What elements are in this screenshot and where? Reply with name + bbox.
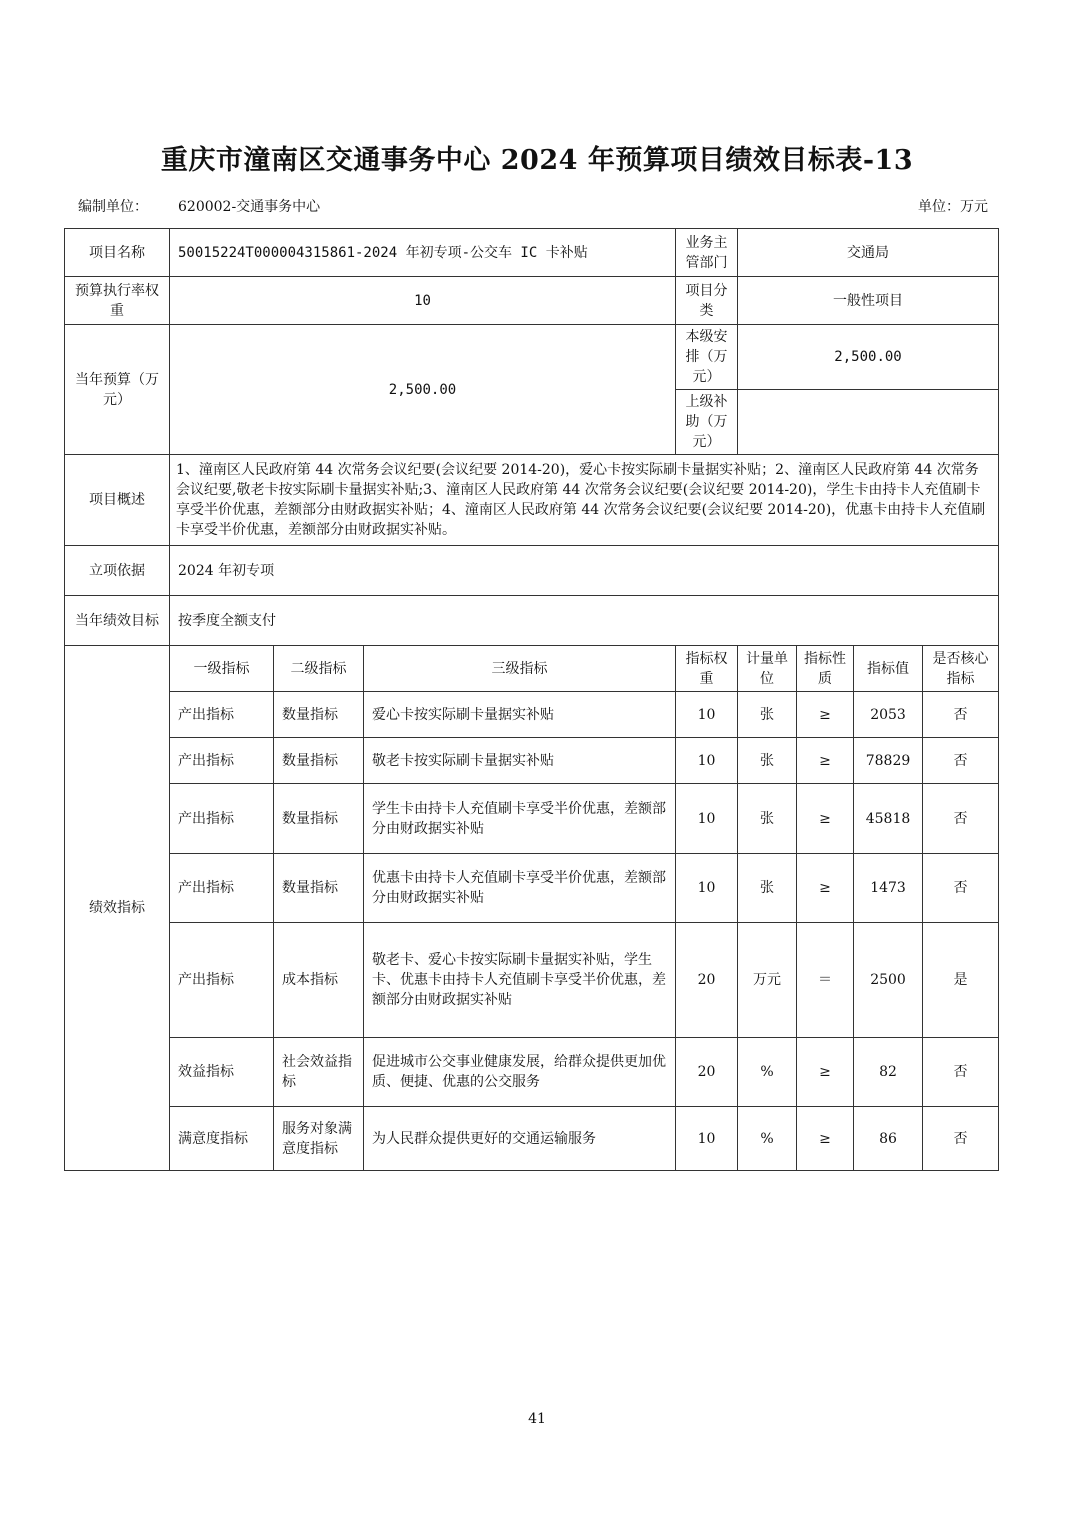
level3-cell: 敬老卡、爱心卡按实际刷卡量据实补贴，学生卡、优惠卡由持卡人充值刷卡享受半价优惠，差额部分由财政据实补贴: [364, 923, 676, 1038]
row-exec-weight: [65, 277, 999, 325]
compiler-label: 编制单位：: [78, 199, 148, 215]
unit-cell: 张: [738, 738, 797, 784]
table-row: [65, 692, 999, 738]
core-cell: 否: [923, 784, 999, 854]
level2-cell: 服务对象满意度指标: [274, 1107, 364, 1171]
weight-cell: 10: [676, 784, 738, 854]
compiler-value: 620002-交通事务中心: [178, 199, 321, 215]
nature-cell: ≥: [797, 784, 854, 854]
table-row: [65, 784, 999, 854]
level2-cell: 成本指标: [274, 923, 364, 1038]
weight-cell: 20: [676, 923, 738, 1038]
level2-cell: 数量指标: [274, 738, 364, 784]
nature-cell: ＝: [797, 923, 854, 1038]
core-cell: 否: [923, 1038, 999, 1107]
dept-label: 业务主管部门: [676, 229, 738, 277]
row-budget: [65, 325, 999, 390]
exec-weight-value: 10: [170, 277, 676, 325]
row-goal: [65, 596, 999, 646]
level3-cell: 为人民群众提供更好的交通运输服务: [364, 1107, 676, 1171]
header-value: 指标值: [854, 646, 923, 692]
level2-cell: 数量指标: [274, 692, 364, 738]
header-nature: 指标性质: [797, 646, 854, 692]
header-level1: 一级指标: [170, 646, 274, 692]
level1-cell: 满意度指标: [170, 1107, 274, 1171]
basis-label: 立项依据: [65, 546, 170, 596]
compiler-info: [78, 196, 320, 216]
performance-table: [64, 228, 999, 1171]
page-title: 重庆市潼南区交通事务中心 2024 年预算项目绩效目标表-13: [160, 145, 914, 176]
level2-cell: 数量指标: [274, 784, 364, 854]
nature-cell: ≥: [797, 738, 854, 784]
budget-value: 2,500.00: [170, 325, 676, 455]
level1-cell: 产出指标: [170, 738, 274, 784]
unit-cell: %: [738, 1038, 797, 1107]
local-value: 2,500.00: [738, 325, 999, 390]
table-row: [65, 854, 999, 923]
value-cell: 2500: [854, 923, 923, 1038]
page-number: 41: [528, 1411, 546, 1427]
table-row: [65, 1107, 999, 1171]
weight-cell: 10: [676, 1107, 738, 1171]
goal-value: 按季度全额支付: [170, 596, 999, 646]
overview-value: 1、潼南区人民政府第 44 次常务会议纪要(会议纪要 2014-20)，爱心卡按实际刷卡量据实补贴；2、潼南区人民政府第 44 次常务会议纪要,敬老卡按实际刷卡量据实补贴;3、潼南区人民政府第 44 次常务会议纪要(会议纪要 2014-20)，学生卡由持卡人充值刷卡享受半价优惠，差额部分由财政据实补贴；4、潼南区人民政府第 44 次常务会议纪要(会议纪要 2014-20)，优惠卡由持卡人充值刷卡享受半价优惠，差额部分由财政据实补贴。: [170, 455, 999, 546]
level1-cell: 产出指标: [170, 692, 274, 738]
core-cell: 否: [923, 692, 999, 738]
row-overview: [65, 455, 999, 546]
goal-label: 当年绩效目标: [65, 596, 170, 646]
level1-cell: 产出指标: [170, 923, 274, 1038]
perf-label: 绩效指标: [65, 646, 170, 1171]
level1-cell: 产出指标: [170, 784, 274, 854]
category-label: 项目分类: [676, 277, 738, 325]
nature-cell: ≥: [797, 854, 854, 923]
row-project-name: [65, 229, 999, 277]
unit-cell: 张: [738, 784, 797, 854]
weight-cell: 20: [676, 1038, 738, 1107]
level3-cell: 促进城市公交事业健康发展，给群众提供更加优质、便捷、优惠的公交服务: [364, 1038, 676, 1107]
exec-weight-label: 预算执行率权重: [65, 277, 170, 325]
header-core: 是否核心指标: [923, 646, 999, 692]
row-basis: [65, 546, 999, 596]
indicator-header-row: [65, 646, 999, 692]
weight-cell: 10: [676, 692, 738, 738]
budget-label: 当年预算（万元）: [65, 325, 170, 455]
unit-cell: 张: [738, 854, 797, 923]
level1-cell: 产出指标: [170, 854, 274, 923]
value-cell: 2053: [854, 692, 923, 738]
project-name-value: 50015224T000004315861-2024 年初专项-公交车 IC 卡补贴: [170, 229, 676, 277]
basis-value: 2024 年初专项: [170, 546, 999, 596]
unit-cell: 万元: [738, 923, 797, 1038]
weight-cell: 10: [676, 854, 738, 923]
category-value: 一般性项目: [738, 277, 999, 325]
upper-label: 上级补助（万元）: [676, 390, 738, 455]
header-level2: 二级指标: [274, 646, 364, 692]
value-cell: 45818: [854, 784, 923, 854]
level2-cell: 数量指标: [274, 854, 364, 923]
local-label: 本级安排（万元）: [676, 325, 738, 390]
weight-cell: 10: [676, 738, 738, 784]
nature-cell: ≥: [797, 692, 854, 738]
nature-cell: ≥: [797, 1107, 854, 1171]
header-weight: 指标权重: [676, 646, 738, 692]
level3-cell: 敬老卡按实际刷卡量据实补贴: [364, 738, 676, 784]
level1-cell: 效益指标: [170, 1038, 274, 1107]
value-cell: 86: [854, 1107, 923, 1171]
project-name-label: 项目名称: [65, 229, 170, 277]
core-cell: 否: [923, 738, 999, 784]
nature-cell: ≥: [797, 1038, 854, 1107]
header-unit: 计量单位: [738, 646, 797, 692]
table-row: [65, 738, 999, 784]
overview-label: 项目概述: [65, 455, 170, 546]
core-cell: 否: [923, 1107, 999, 1171]
unit-note: 单位：万元: [918, 199, 988, 215]
level3-cell: 学生卡由持卡人充值刷卡享受半价优惠，差额部分由财政据实补贴: [364, 784, 676, 854]
unit-cell: 张: [738, 692, 797, 738]
level2-cell: 社会效益指标: [274, 1038, 364, 1107]
value-cell: 1473: [854, 854, 923, 923]
core-cell: 否: [923, 854, 999, 923]
header-level3: 三级指标: [364, 646, 676, 692]
dept-value: 交通局: [738, 229, 999, 277]
level3-cell: 优惠卡由持卡人充值刷卡享受半价优惠，差额部分由财政据实补贴: [364, 854, 676, 923]
unit-cell: %: [738, 1107, 797, 1171]
level3-cell: 爱心卡按实际刷卡量据实补贴: [364, 692, 676, 738]
value-cell: 78829: [854, 738, 923, 784]
core-cell: 是: [923, 923, 999, 1038]
value-cell: 82: [854, 1038, 923, 1107]
upper-value: [738, 390, 999, 455]
table-row: [65, 923, 999, 1038]
table-row: [65, 1038, 999, 1107]
